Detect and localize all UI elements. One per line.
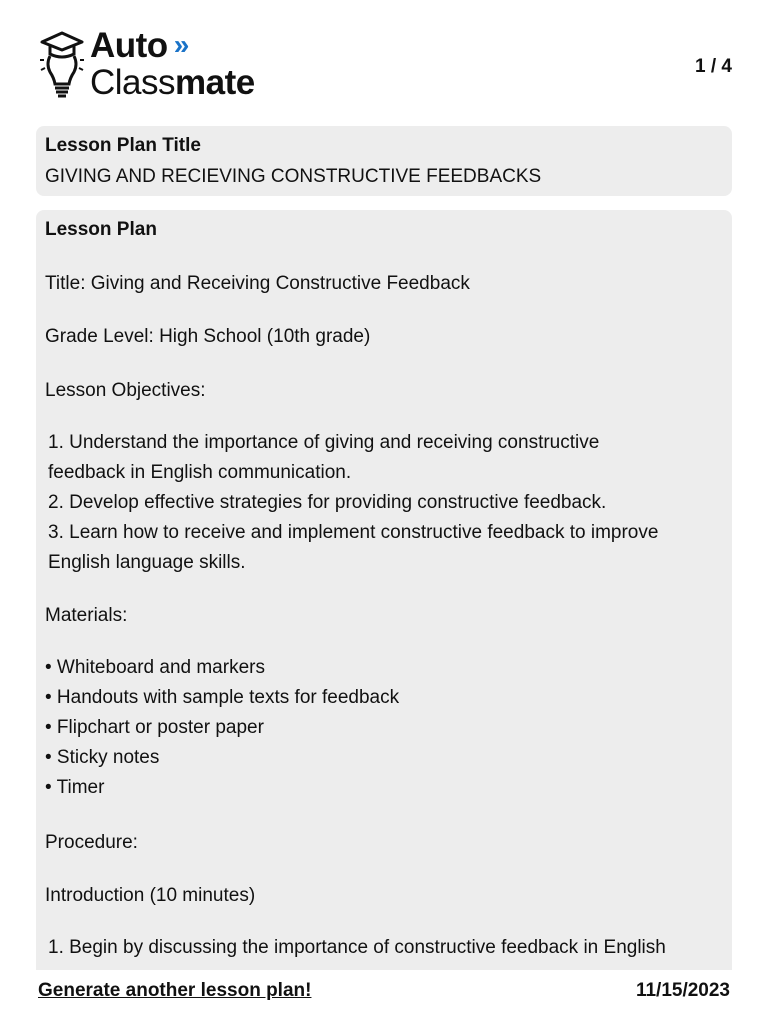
double-chevron-right-icon: » xyxy=(173,29,189,60)
objectives-heading: Lesson Objectives: xyxy=(45,380,206,401)
list-item: • Whiteboard and markers xyxy=(45,657,265,678)
logo-auto-text xyxy=(90,26,189,68)
list-item: • Handouts with sample texts for feedback xyxy=(45,687,400,708)
materials-heading: Materials: xyxy=(45,605,128,626)
logo-mate-word: mate xyxy=(175,63,255,102)
auto-classmate-logo xyxy=(38,26,298,104)
lesson-plan-title-card xyxy=(36,126,732,196)
lesson-plan-label: Lesson Plan xyxy=(45,219,157,240)
logo-class-word: Class xyxy=(90,63,176,102)
list-item: 3. Learn how to receive and implement constructive feedback to improve xyxy=(48,522,659,543)
plan-title-line: Title: Giving and Receiving Constructive Feedback xyxy=(45,273,470,294)
header xyxy=(38,26,732,104)
lesson-plan-date: 11/15/2023 xyxy=(635,980,730,1001)
list-item: English language skills. xyxy=(48,552,246,573)
materials-list xyxy=(45,653,399,803)
list-item: • Sticky notes xyxy=(45,747,160,768)
grade-level-line: Grade Level: High School (10th grade) xyxy=(45,326,371,347)
lesson-plan-title-value: GIVING AND RECIEVING CONSTRUCTIVE FEEDBACKS xyxy=(45,166,542,187)
introduction-heading: Introduction (10 minutes) xyxy=(45,885,256,906)
logo-auto-word: Auto xyxy=(90,26,168,65)
list-item: • Flipchart or poster paper xyxy=(45,717,264,738)
introduction-steps-list xyxy=(48,933,666,963)
logo-classmate-text xyxy=(90,63,255,103)
list-item: 1. Begin by discussing the importance of constructive feedback in English xyxy=(48,937,666,958)
lightbulb-graduation-cap-icon xyxy=(38,30,86,100)
list-item: 2. Develop effective strategies for providing constructive feedback. xyxy=(48,492,607,513)
generate-another-lesson-plan-link[interactable]: Generate another lesson plan! xyxy=(38,980,312,1001)
procedure-heading: Procedure: xyxy=(45,832,138,853)
page-counter: 1 / 4 xyxy=(695,56,732,77)
list-item: feedback in English communication. xyxy=(48,462,352,483)
lesson-plan-card xyxy=(36,210,732,970)
list-item: 1. Understand the importance of giving and receiving constructive xyxy=(48,432,600,453)
objectives-list xyxy=(48,428,658,578)
list-item: • Timer xyxy=(45,777,105,798)
lesson-plan-title-label: Lesson Plan Title xyxy=(45,135,201,156)
